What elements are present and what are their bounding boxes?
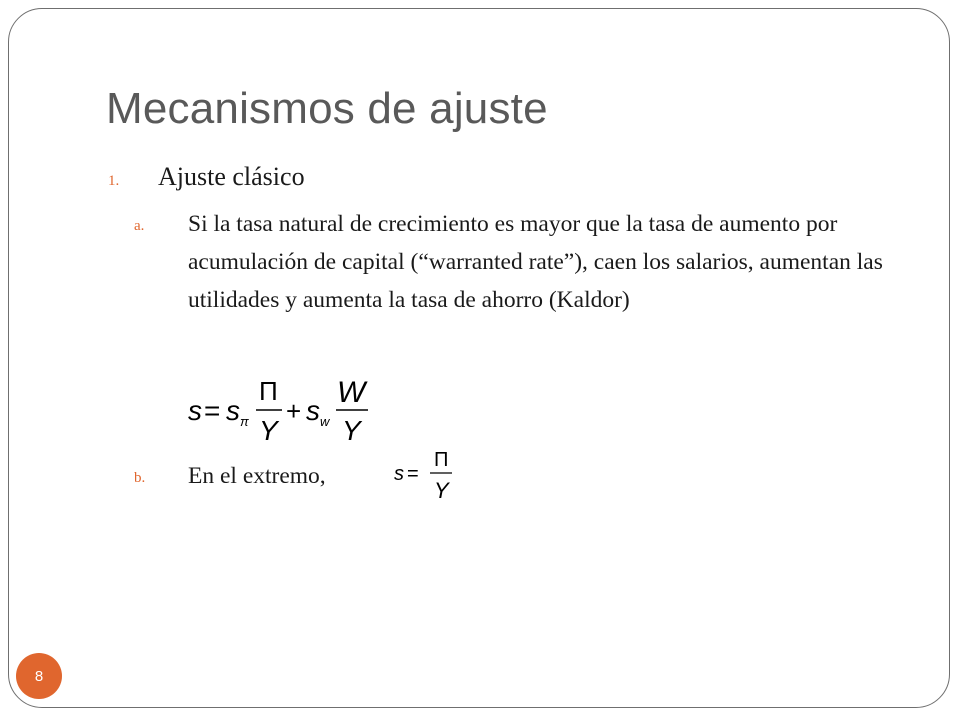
formula-numerator-pi: Π (259, 376, 278, 406)
slide-title: Mecanismos de ajuste (106, 84, 548, 133)
formula2-equals: = (407, 463, 419, 485)
list-item-1 (108, 162, 305, 192)
list-subitem-b-marker: b. (134, 470, 146, 486)
list-subitem-a (134, 205, 918, 319)
extreme-savings-formula (390, 442, 470, 508)
formula-s-w: s (306, 395, 320, 426)
list-subitem-b (134, 457, 326, 497)
formula-sub-pi: π (240, 414, 249, 429)
list-subitem-a-marker: a. (134, 218, 145, 234)
formula-plus: + (286, 396, 302, 426)
page-number-badge: 8 (16, 653, 62, 699)
formula2-numerator-pi: Π (434, 449, 449, 471)
formula-denominator-y2: Y (342, 415, 361, 446)
formula2-denominator-y: Y (434, 478, 449, 503)
list-item-1-label: Ajuste clásico (158, 162, 305, 191)
formula-sub-w: w (320, 414, 330, 429)
list-item-1-marker: 1. (108, 173, 120, 189)
savings-rate-formula (180, 370, 380, 450)
formula2-lhs: s (394, 463, 404, 485)
formula-denominator-y1: Y (259, 415, 278, 446)
formula-equals: = (204, 395, 221, 426)
formula-s-pi: s (226, 395, 240, 426)
list-subitem-b-text: En el extremo, (188, 463, 326, 489)
formula-lhs: s (188, 395, 202, 426)
formula-numerator-w: W (337, 376, 366, 409)
list-subitem-a-text: Si la tasa natural de crecimiento es mayor que la tasa de aumento por acumulación de capital (“warranted rate”), caen los salarios, aumentan las utilidades y aumenta la tasa de ahorro (Kaldor) (188, 211, 883, 313)
